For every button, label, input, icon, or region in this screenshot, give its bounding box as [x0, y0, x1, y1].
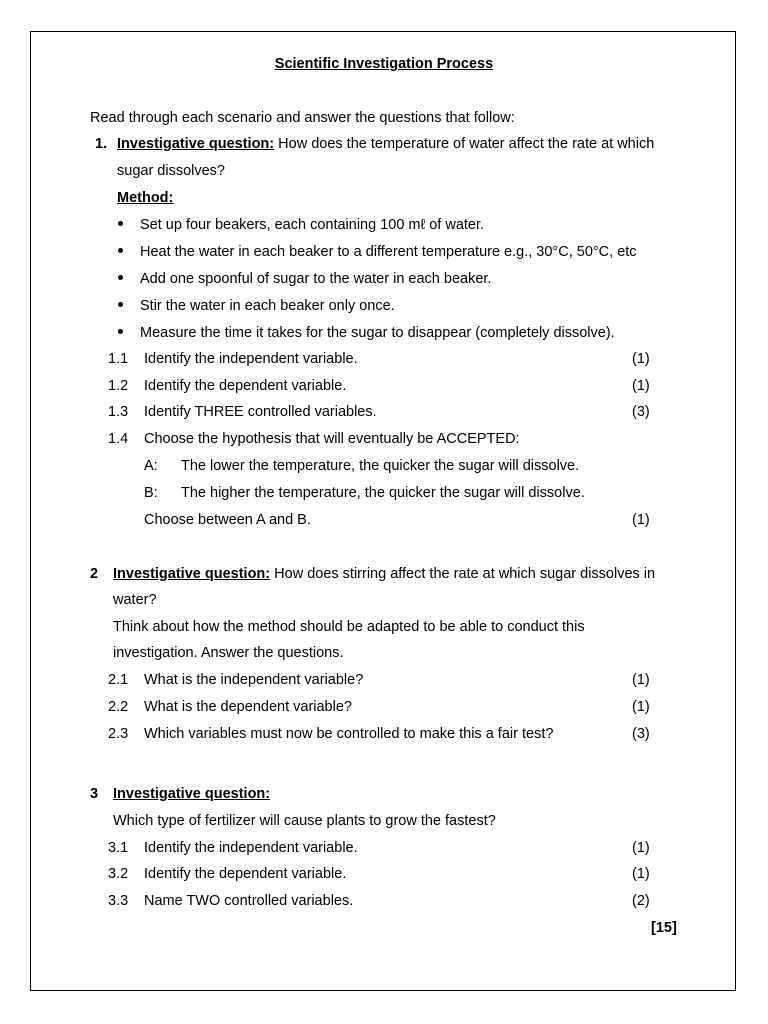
sub-question-number: 1.3: [108, 404, 129, 420]
sub-question-number: 1.1: [108, 351, 129, 367]
sub-question-text: Name TWO controlled variables.: [144, 893, 354, 909]
mark-allocation: (3): [632, 404, 650, 420]
bullet-icon: [118, 329, 123, 334]
q1-iq-text-cont: sugar dissolves?: [117, 163, 225, 179]
sub-question-number: 3.2: [108, 866, 129, 882]
mark-allocation: (3): [632, 726, 650, 742]
total-marks: [15]: [651, 920, 677, 936]
option-text: The lower the temperature, the quicker the sugar will dissolve.: [181, 458, 580, 474]
method-step: Measure the time it takes for the sugar to disappear (completely dissolve).: [140, 325, 615, 341]
q1-iq-label: Investigative question:: [117, 136, 275, 152]
mark-allocation: (1): [632, 351, 650, 367]
sub-question-number: 2.3: [108, 726, 129, 742]
sub-question-text: Identify the dependent variable.: [144, 378, 347, 394]
method-step: Stir the water in each beaker only once.: [140, 298, 395, 314]
q2-number: 2: [90, 566, 99, 582]
page-title: Scientific Investigation Process: [274, 56, 494, 72]
mark-allocation: (1): [632, 512, 650, 528]
option-text: The higher the temperature, the quicker the sugar will dissolve.: [181, 485, 585, 501]
mark-allocation: (1): [632, 378, 650, 394]
sub-question-number: 2.2: [108, 699, 129, 715]
sub-question-text: Choose the hypothesis that will eventually be ACCEPTED:: [144, 431, 520, 447]
q2-iq-text-cont: water?: [113, 592, 157, 608]
sub-question-text: Identify the independent variable.: [144, 840, 358, 856]
method-step: Set up four beakers, each containing 100 mℓ of water.: [140, 217, 485, 233]
bullet-icon: [118, 302, 123, 307]
bullet-icon: [118, 275, 123, 280]
method-step: Heat the water in each beaker to a different temperature e.g., 30°C, 50°C, etc: [140, 244, 637, 260]
q1-method-label: Method:: [117, 190, 174, 206]
q1-iq-text: How does the temperature of water affect the rate at which: [274, 136, 655, 152]
q2-iq-label: Investigative question:: [113, 566, 271, 582]
mark-allocation: (1): [632, 866, 650, 882]
sub-question-text: Identify the dependent variable.: [144, 866, 347, 882]
bullet-icon: [118, 248, 123, 253]
sub-question-number: 3.1: [108, 840, 129, 856]
q1-number: 1.: [95, 136, 108, 152]
sub-question-text: Which variables must now be controlled to make this a fair test?: [144, 726, 554, 742]
mark-allocation: (1): [632, 840, 650, 856]
choose-instruction: Choose between A and B.: [144, 512, 311, 528]
sub-question-number: 1.4: [108, 431, 129, 447]
q3-iq-text: Which type of fertilizer will cause plants to grow the fastest?: [113, 813, 496, 829]
sub-question-text: Identify THREE controlled variables.: [144, 404, 377, 420]
sub-question-text: What is the independent variable?: [144, 672, 364, 688]
mark-allocation: (1): [632, 672, 650, 688]
q2-iq-text: How does stirring affect the rate at which sugar dissolves in: [270, 566, 656, 582]
option-label: B:: [144, 485, 158, 501]
method-step: Add one spoonful of sugar to the water in each beaker.: [140, 271, 492, 287]
q1-investigative-question: [117, 135, 654, 153]
sub-question-text: What is the dependent variable?: [144, 699, 352, 715]
q3-iq-label: Investigative question:: [113, 786, 271, 802]
sub-question-number: 2.1: [108, 672, 129, 688]
sub-question-number: 1.2: [108, 378, 129, 394]
sub-question-text: Identify the independent variable.: [144, 351, 358, 367]
q3-number: 3: [90, 786, 99, 802]
q2-investigative-question: [113, 565, 655, 583]
bullet-icon: [118, 221, 123, 226]
intro-text: Read through each scenario and answer the questions that follow:: [90, 110, 515, 126]
mark-allocation: (2): [632, 893, 650, 909]
mark-allocation: (1): [632, 699, 650, 715]
sub-question-number: 3.3: [108, 893, 129, 909]
option-label: A:: [144, 458, 158, 474]
q2-instruction: Think about how the method should be adapted to be able to conduct this: [113, 619, 585, 635]
q2-instruction-cont: investigation. Answer the questions.: [113, 645, 344, 661]
